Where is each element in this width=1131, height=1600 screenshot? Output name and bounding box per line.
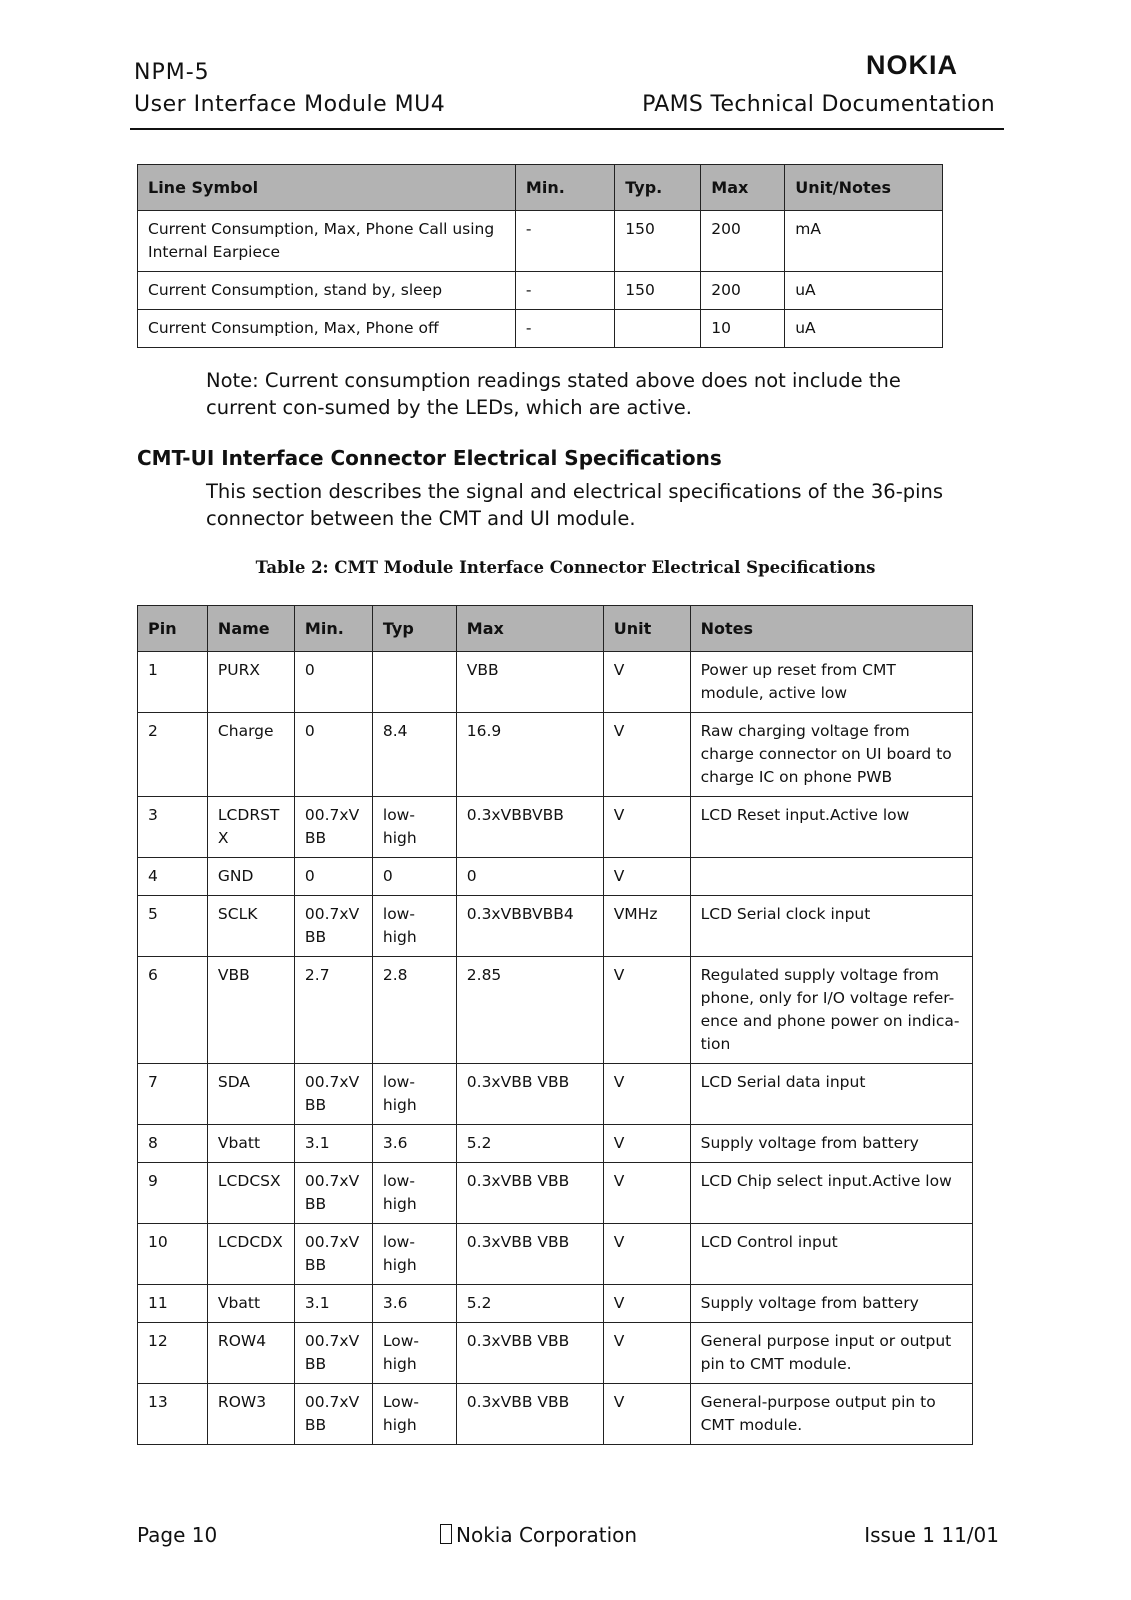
consumption-note: Note: Current consumption readings stated above does not include the current con-sumed by the LEDs, which are active. xyxy=(206,369,901,419)
table-cell: Current Consumption, Max, Phone off xyxy=(138,310,516,348)
table-cell: Supply voltage from battery xyxy=(690,1285,972,1323)
table-cell: - xyxy=(515,272,614,310)
table-cell: low-high xyxy=(372,1224,456,1285)
table-cell: LCDRST X xyxy=(207,797,294,858)
table-cell: V xyxy=(603,1384,690,1445)
column-header: Unit/Notes xyxy=(785,165,943,211)
table-cell: LCDCDX xyxy=(207,1224,294,1285)
table-cell: V xyxy=(603,713,690,797)
table-cell: 00.7xV BB xyxy=(294,1064,372,1125)
table-cell: General purpose input or output pin to CMT module. xyxy=(690,1323,972,1384)
table-cell: ROW4 xyxy=(207,1323,294,1384)
table-cell: low-high xyxy=(372,1064,456,1125)
table-cell xyxy=(690,858,972,896)
table-row xyxy=(138,1285,973,1323)
table-cell: VBB xyxy=(456,652,603,713)
copyright xyxy=(440,1523,637,1547)
table-cell: V xyxy=(603,1163,690,1224)
column-header: Typ xyxy=(372,606,456,652)
table-cell: 5.2 xyxy=(456,1285,603,1323)
table-cell: General-purpose output pin to CMT module. xyxy=(690,1384,972,1445)
table-cell: Current Consumption, stand by, sleep xyxy=(138,272,516,310)
table-cell: - xyxy=(515,211,614,272)
copyright-symbol-icon xyxy=(440,1524,452,1544)
column-header: Min. xyxy=(294,606,372,652)
table-row xyxy=(138,1224,973,1285)
table-cell: LCDCSX xyxy=(207,1163,294,1224)
page-number: Page 10 xyxy=(137,1523,218,1547)
table-cell: V xyxy=(603,1064,690,1125)
table-row xyxy=(138,1125,973,1163)
table-cell: 13 xyxy=(138,1384,208,1445)
column-header: Unit xyxy=(603,606,690,652)
table-cell: 7 xyxy=(138,1064,208,1125)
table-cell: Raw charging voltage from charge connector on UI board to charge IC on phone PWB xyxy=(690,713,972,797)
doc-title: PAMS Technical Documentation xyxy=(642,92,995,117)
table-cell: mA xyxy=(785,211,943,272)
table-cell: 8.4 xyxy=(372,713,456,797)
table-row xyxy=(138,1163,973,1224)
table-cell: 00.7xV BB xyxy=(294,1163,372,1224)
table-cell: 0.3xVBB VBB xyxy=(456,1323,603,1384)
table-cell: 6 xyxy=(138,957,208,1064)
table-cell: 0.3xVBBVBB xyxy=(456,797,603,858)
column-header: Typ. xyxy=(615,165,701,211)
table-cell: Low-high xyxy=(372,1384,456,1445)
table-cell: V xyxy=(603,957,690,1064)
table-cell: 4 xyxy=(138,858,208,896)
table-cell: Low-high xyxy=(372,1323,456,1384)
table-cell: V xyxy=(603,1323,690,1384)
table-cell xyxy=(615,310,701,348)
table-cell: 0.3xVBB VBB xyxy=(456,1224,603,1285)
connector-specs-table xyxy=(137,605,973,1445)
table-row xyxy=(138,797,973,858)
table-header-row xyxy=(138,606,973,652)
table-cell: 200 xyxy=(701,272,785,310)
column-header: Name xyxy=(207,606,294,652)
table-cell: 0 xyxy=(372,858,456,896)
nokia-logo xyxy=(866,52,990,76)
column-header: Max xyxy=(456,606,603,652)
table-cell: GND xyxy=(207,858,294,896)
table-row xyxy=(138,1064,973,1125)
table-cell: PURX xyxy=(207,652,294,713)
table-cell: VMHz xyxy=(603,896,690,957)
table-cell: 00.7xV BB xyxy=(294,896,372,957)
table-cell: 3.1 xyxy=(294,1125,372,1163)
table-cell: 150 xyxy=(615,272,701,310)
table-cell: ROW3 xyxy=(207,1384,294,1445)
table-cell: 10 xyxy=(701,310,785,348)
table-cell: - xyxy=(515,310,614,348)
table-cell: LCD Serial data input xyxy=(690,1064,972,1125)
table-cell: 5 xyxy=(138,896,208,957)
table-cell: uA xyxy=(785,310,943,348)
table-cell: 3 xyxy=(138,797,208,858)
table-cell: 00.7xV BB xyxy=(294,1384,372,1445)
copyright-text: Nokia Corporation xyxy=(456,1523,638,1547)
column-header: Notes xyxy=(690,606,972,652)
table-cell: V xyxy=(603,1224,690,1285)
table-cell: V xyxy=(603,1285,690,1323)
table-cell: 2.7 xyxy=(294,957,372,1064)
svg-text:NOKIA: NOKIA xyxy=(866,52,958,76)
table-cell: 200 xyxy=(701,211,785,272)
table-cell: 1 xyxy=(138,652,208,713)
table-cell: 12 xyxy=(138,1323,208,1384)
table-cell: V xyxy=(603,1125,690,1163)
table-cell: 5.2 xyxy=(456,1125,603,1163)
table-cell: 0.3xVBB VBB xyxy=(456,1163,603,1224)
table-cell: 11 xyxy=(138,1285,208,1323)
table-cell: V xyxy=(603,858,690,896)
table-row xyxy=(138,211,943,272)
column-header: Pin xyxy=(138,606,208,652)
table-cell: Vbatt xyxy=(207,1125,294,1163)
table-row xyxy=(138,713,973,797)
table-cell: 0 xyxy=(456,858,603,896)
table-row xyxy=(138,896,973,957)
table-row xyxy=(138,1323,973,1384)
table-cell: V xyxy=(603,652,690,713)
table-row xyxy=(138,1384,973,1445)
table-cell: SCLK xyxy=(207,896,294,957)
table-cell: 0.3xVBBVBB4 xyxy=(456,896,603,957)
table-row xyxy=(138,272,943,310)
column-header: Line Symbol xyxy=(138,165,516,211)
table-cell: 2.85 xyxy=(456,957,603,1064)
table-cell: Supply voltage from battery xyxy=(690,1125,972,1163)
module-title: User Interface Module MU4 xyxy=(134,92,446,117)
table-cell: 3.6 xyxy=(372,1285,456,1323)
section-paragraph: This section describes the signal and electrical specifications of the 36-pins connector between the CMT and UI module. xyxy=(206,480,944,530)
table-cell: 2.8 xyxy=(372,957,456,1064)
table-cell: 0 xyxy=(294,652,372,713)
column-header: Min. xyxy=(515,165,614,211)
table-caption: Table 2: CMT Module Interface Connector Electrical Specifications xyxy=(255,558,876,577)
table-row xyxy=(138,858,973,896)
table-cell: 9 xyxy=(138,1163,208,1224)
table-cell: low-high xyxy=(372,1163,456,1224)
document-model: NPM-5 xyxy=(134,60,210,85)
table-cell: Power up reset from CMT module, active low xyxy=(690,652,972,713)
table-cell: VBB xyxy=(207,957,294,1064)
table-cell: 2 xyxy=(138,713,208,797)
table-cell: 0.3xVBB VBB xyxy=(456,1064,603,1125)
current-consumption-table xyxy=(137,164,943,348)
table-row xyxy=(138,652,973,713)
table-cell: LCD Chip select input.Active low xyxy=(690,1163,972,1224)
table-cell: 00.7xV BB xyxy=(294,797,372,858)
column-header: Max xyxy=(701,165,785,211)
table-cell: Current Consumption, Max, Phone Call using Internal Earpiece xyxy=(138,211,516,272)
table-cell: Regulated supply voltage from phone, only for I/O voltage refer-ence and phone power on indica-tion xyxy=(690,957,972,1064)
table-cell: 00.7xV BB xyxy=(294,1224,372,1285)
table-cell: Charge xyxy=(207,713,294,797)
table-header-row xyxy=(138,165,943,211)
section-heading: CMT-UI Interface Connector Electrical Specifications xyxy=(137,446,722,470)
table-row xyxy=(138,310,943,348)
table-cell: low-high xyxy=(372,896,456,957)
header-divider xyxy=(130,128,1004,130)
table-cell: V xyxy=(603,797,690,858)
table-cell: uA xyxy=(785,272,943,310)
table-cell: 10 xyxy=(138,1224,208,1285)
table-cell: 8 xyxy=(138,1125,208,1163)
table-row xyxy=(138,957,973,1064)
table-cell: SDA xyxy=(207,1064,294,1125)
table-cell: LCD Control input xyxy=(690,1224,972,1285)
table-cell: Vbatt xyxy=(207,1285,294,1323)
table-cell: 0.3xVBB VBB xyxy=(456,1384,603,1445)
table-cell: 00.7xV BB xyxy=(294,1323,372,1384)
table-cell: LCD Reset input.Active low xyxy=(690,797,972,858)
table-cell: 150 xyxy=(615,211,701,272)
table-cell: low-high xyxy=(372,797,456,858)
table-cell xyxy=(372,652,456,713)
table-cell: LCD Serial clock input xyxy=(690,896,972,957)
table-cell: 3.6 xyxy=(372,1125,456,1163)
table-cell: 0 xyxy=(294,713,372,797)
table-cell: 0 xyxy=(294,858,372,896)
table-cell: 3.1 xyxy=(294,1285,372,1323)
issue-info: Issue 1 11/01 xyxy=(864,1523,999,1547)
table-cell: 16.9 xyxy=(456,713,603,797)
